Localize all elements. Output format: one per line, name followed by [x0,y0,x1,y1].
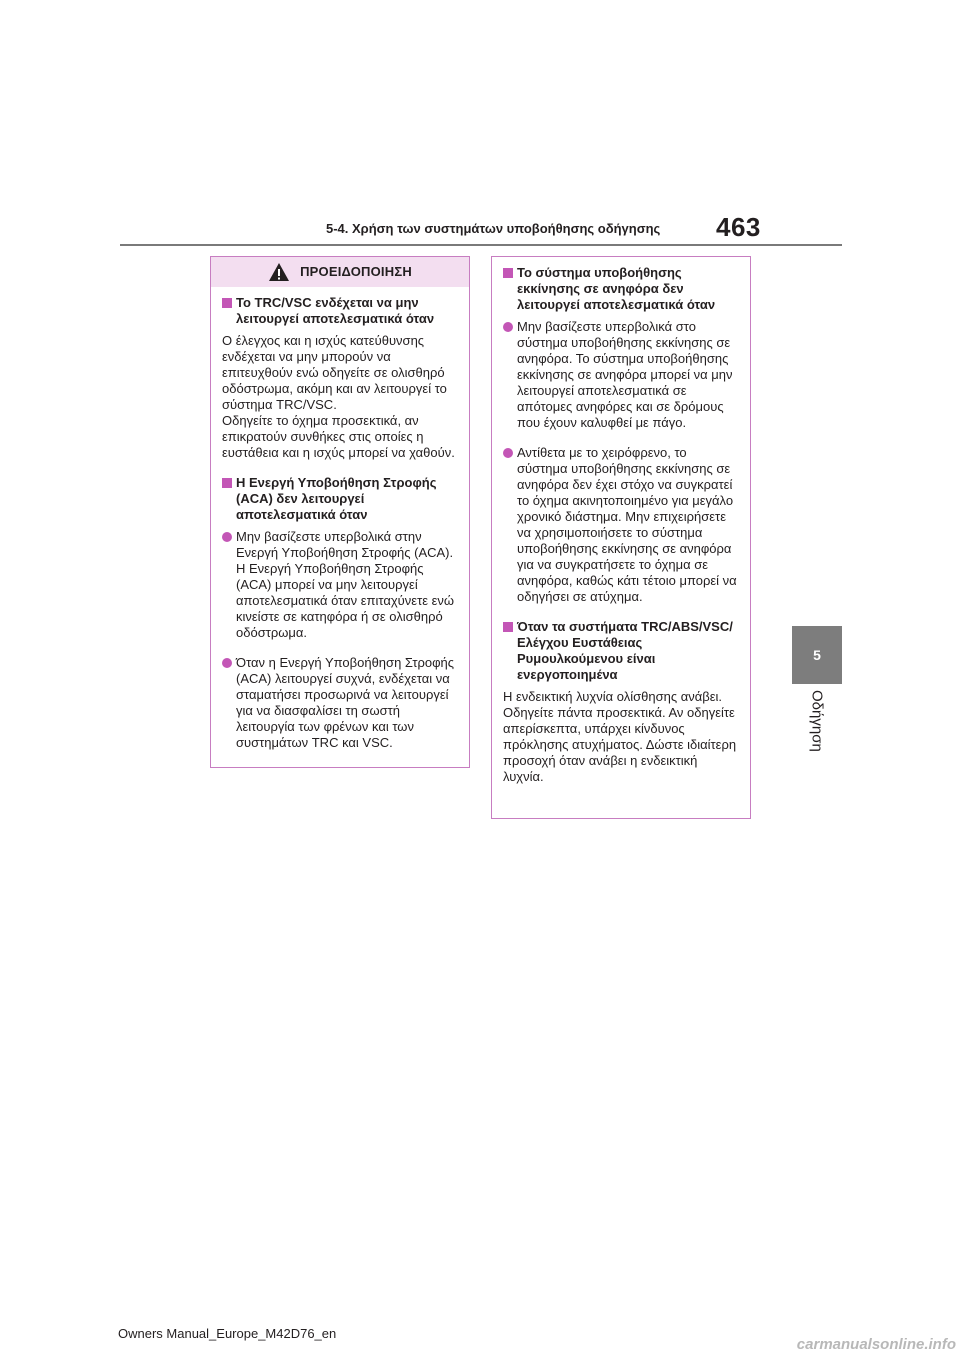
warning-title: ΠΡΟΕΙΔΟΠΟΙΗΣΗ [300,264,412,279]
square-bullet-icon [222,478,232,488]
heading-text: Το σύστημα υποβοήθησης εκκίνησης σε ανηφόρα δεν λειτουργεί αποτελεσματικά όταν [517,265,716,312]
heading-text: Όταν τα συστήματα TRC/ABS/VSC/Ελέγχου Ευστάθειας Ρυμουλκούμενου είναι ενεργοποιημένα [517,619,733,682]
header-divider [120,244,842,246]
section-heading [503,265,740,313]
warning-box [210,256,470,768]
bullet-text: Μην βασίζεστε υπερβολικά στο σύστημα υποβοήθησης εκκίνησης σε ανηφόρα. Το σύστημα υποβοήθησης εκκίνησης σε ανηφόρα μπορεί να μην λειτουργεί αποτελεσματικά σε απότομες ανηφόρες και σε δρόμους που έχουν καλυφθεί με πάγο. [517,319,733,430]
chapter-label: Οδήγηση [808,690,826,752]
warning-triangle-icon [268,262,290,282]
chapter-number: 5 [813,647,821,663]
bullet-item [222,655,459,751]
circle-bullet-icon [222,658,232,668]
square-bullet-icon [503,268,513,278]
bullet-text: Όταν η Ενεργή Υποβοήθηση Στροφής (ACA) λειτουργεί συχνά, ενδέχεται να σταματήσει προσωρινά να λειτουργεί για να διασφαλίσει τη σωστή λειτουργία των φρένων και των συστημάτων TRC και VSC. [236,655,455,750]
paragraph: Οδηγείτε το όχημα προσεκτικά, αν επικρατούν συνθήκες στις οποίες η ευστάθεια και η ισχύς μπορεί να χαθούν. [222,413,455,460]
heading-text: Το TRC/VSC ενδέχεται να μην λειτουργεί αποτελεσματικά όταν [236,295,435,326]
section-heading [503,619,740,683]
warning-box-continued [491,256,751,819]
bullet-item [222,529,459,641]
warning-header [211,257,469,287]
bullet-item [503,319,740,431]
bullet-text: Αντίθετα με το χειρόφρενο, το σύστημα υποβοήθησης εκκίνησης σε ανηφόρα δεν έχει στόχο να συγκρατεί το όχημα ακινητοποιημένο για μεγάλο χρονικό διάστημα. Μην επιχειρήσετε να χρησιμοποιήσετε το σύστημα υποβοήθησης εκκίνησης σε ανηφόρα για να συγκρατήσετε το όχημα σε ανηφόρα, καθώς κάτι τέτοιο μπορεί να οδηγήσει σε ατύχημα. [517,445,737,604]
chapter-tab[interactable] [792,626,842,684]
paragraph: Η ενδεικτική λυχνία ολίσθησης ανάβει. Οδηγείτε πάντα προσεκτικά. Αν οδηγείτε απερίσκεπτα, υπάρχει κίνδυνος πρόκλησης ατυχήματος. Δώστε ιδιαίτερη προσοχή όταν ανάβει η ενδεικτική λυχνία. [503,689,737,784]
circle-bullet-icon [503,448,513,458]
bullet-text: Μην βασίζεστε υπερβολικά στην Ενεργή Υποβοήθηση Στροφής (ACA). Η Ενεργή Υποβοήθηση Στροφής (ACA) μπορεί να μην λειτουργεί αποτελεσματικά όταν επιταχύνετε ενώ κινείστε σε κατηφόρα ή σε ολισθηρό οδόστρωμα. [236,529,455,640]
paragraph: Ο έλεγχος και η ισχύς κατεύθυνσης ενδέχεται να μην μπορούν να επιτευχθούν ενώ οδηγείτε σε ολισθηρό οδόστρωμα, ακόμη και αν λειτουργεί το σύστημα TRC/VSC. [222,333,447,412]
square-bullet-icon [503,622,513,632]
heading-text: Η Ενεργή Υποβοήθηση Στροφής (ACA) δεν λειτουργεί αποτελεσματικά όταν [236,475,437,522]
circle-bullet-icon [222,532,232,542]
circle-bullet-icon [503,322,513,332]
section-title: 5-4. Χρήση των συστημάτων υποβοήθησης οδήγησης [326,221,661,236]
watermark: carmanualsonline.info [796,1336,956,1353]
section-heading [222,475,459,523]
page-number: 463 [716,212,761,242]
section-heading [222,295,459,327]
square-bullet-icon [222,298,232,308]
footer-text: Owners Manual_Europe_M42D76_en [118,1326,337,1341]
bullet-item [503,445,740,605]
